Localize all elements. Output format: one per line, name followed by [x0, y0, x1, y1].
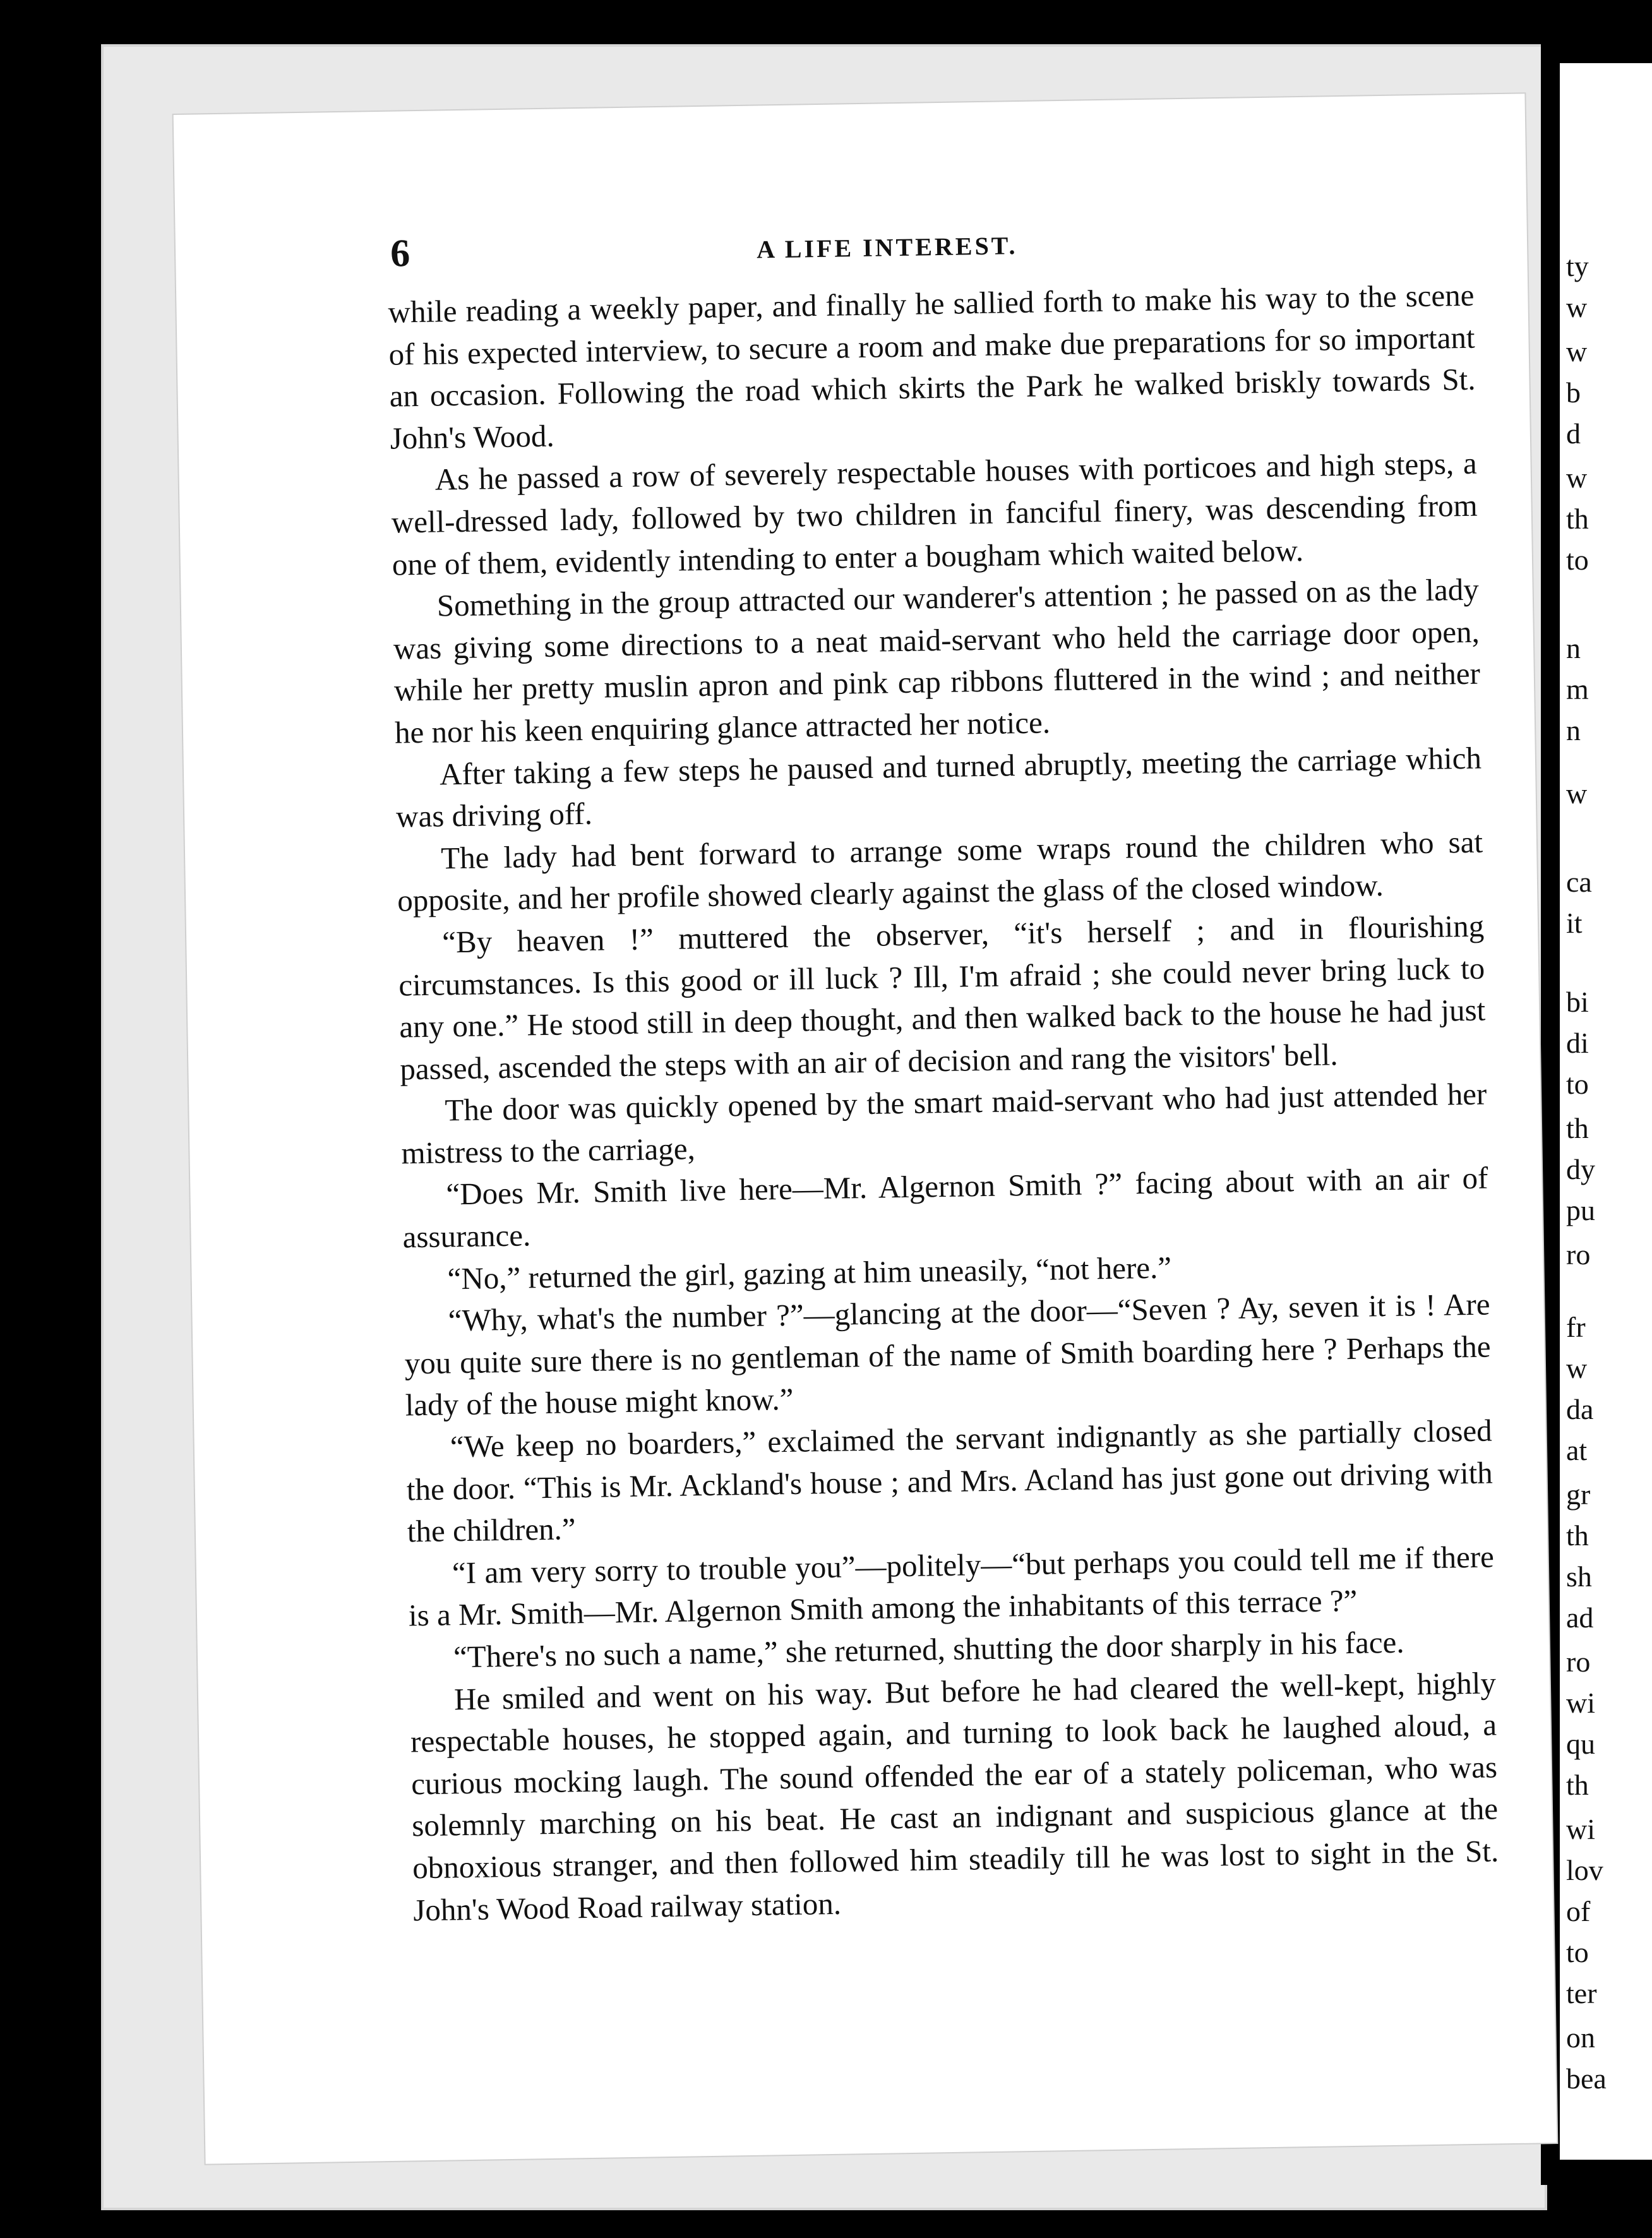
- paragraph: The lady had bent forward to arrange some wraps round the children who sat opposite, and her profile showed clearly against the glass of the closed window.: [397, 824, 1483, 918]
- next-page-fragment: ro: [1566, 1238, 1591, 1271]
- next-page-fragment: th: [1566, 1112, 1589, 1144]
- next-page-fragment: wi: [1566, 1687, 1595, 1719]
- next-page-fragment: ter: [1566, 1977, 1597, 2009]
- next-page-fragment: to: [1566, 1936, 1589, 1968]
- next-page-fragment: to: [1566, 1068, 1589, 1100]
- next-page-fragment: m: [1566, 673, 1589, 705]
- next-page-fragment: fr: [1566, 1311, 1586, 1343]
- next-page-fragment: th: [1566, 503, 1589, 535]
- next-page-fragment: qu: [1566, 1728, 1595, 1760]
- paragraph: As he passed a row of severely respectable houses with porticoes and high steps, a well-dressed lady, followed by two children in fanciful finery, was descending from one of them, evidently intending to enter a bougham which waited below.: [391, 446, 1478, 582]
- paragraph: Something in the group attracted our wanderer's attention ; he passed on as the lady was giving some directions to a neat maid-servant who held the carriage door open, while her pretty muslin apron and pink cap ribbons fluttered in the wind ; and neither he nor his keen enquiring glance attracted her notice.: [393, 571, 1481, 750]
- next-page-fragment: di: [1566, 1027, 1589, 1059]
- next-page-fragment: lov: [1566, 1854, 1603, 1886]
- next-page-fragment: dy: [1566, 1153, 1595, 1185]
- running-title: A LIFE INTEREST.: [756, 231, 1018, 264]
- next-page-fragment: of: [1566, 1895, 1591, 1927]
- next-page-fragment: to: [1566, 544, 1589, 576]
- next-page-fragment: w: [1566, 335, 1588, 368]
- body-text: [388, 275, 1500, 1932]
- paragraph: “No,” returned the girl, gazing at him uneasily, “not here.”: [447, 1250, 1172, 1296]
- next-page-edge: [1560, 63, 1652, 2160]
- paragraph: “We keep no boarders,” exclaimed the servant indignantly as she partially closed the door. “This is Mr. Ackland's house ; and Mrs. Acland has just gone out driving with the children.”: [406, 1413, 1493, 1549]
- paragraph: “Why, what's the number ?”—glancing at the door—“Seven ? Ay, seven it is ! Are you quite sure there is no gentleman of the name of Smith boarding here ? Perhaps the lady of the house might know.”: [404, 1286, 1491, 1423]
- next-page-fragment: th: [1566, 1519, 1589, 1552]
- page-number: 6: [390, 232, 410, 275]
- next-page-fragment: d: [1566, 417, 1581, 450]
- next-page-fragment: ro: [1566, 1646, 1591, 1678]
- paragraph: “Does Mr. Smith live here—Mr. Algernon Smith ?” facing about with an air of assurance.: [402, 1160, 1488, 1255]
- next-page-fragment: on: [1566, 2021, 1595, 2054]
- next-page-fragment: n: [1566, 632, 1581, 664]
- next-page-fragment: b: [1566, 376, 1581, 409]
- paragraph: He smiled and went on his way. But before he had cleared the well-kept, highly respectable houses, he stopped again, and turning to look back he laughed aloud, a curious mocking laugh. The sound offended the ear of a stately policeman, who was solemnly marching on his beat. He cast an indignant and suspicious glance at the obnoxious stranger, and then followed him steadily till he was lost to sight in the St. John's Wood Road railway station.: [410, 1665, 1499, 1927]
- next-page-fragment: da: [1566, 1393, 1594, 1425]
- paragraph: “There's no such a name,” she returned, shutting the door sharply in his face.: [453, 1624, 1404, 1675]
- paragraph: while reading a weekly paper, and finally he sallied forth to make his way to the scene of his expected interview, to secure a room and make due preparations for so important an occasion. Following the road which skirts the Park he walked briskly towards St. John's Wood.: [388, 277, 1476, 456]
- next-page-fragment: wi: [1566, 1813, 1595, 1845]
- next-page-fragment: w: [1566, 1352, 1588, 1384]
- paragraph: “By heaven !” muttered the observer, “it's herself ; and in flourishing circumstances. Is this good or ill luck ? Ill, I'm afraid ; she could never bring luck to any one.” He stood still in deep thought, and then walked back to the house he had just passed, ascended the steps with an air of decision and rang the visitors' bell.: [398, 908, 1486, 1087]
- next-page-fragment: ty: [1566, 250, 1589, 282]
- next-page-fragment: th: [1566, 1769, 1589, 1801]
- next-page-fragment: at: [1566, 1434, 1588, 1466]
- next-page-fragment: sh: [1566, 1560, 1592, 1593]
- next-page-fragment: bea: [1566, 2062, 1607, 2095]
- paragraph: “I am very sorry to trouble you”—politely—“but perhaps you could tell me if there is a Mr. Smith—Mr. Algernon Smith among the inhabitants of this terrace ?”: [408, 1539, 1495, 1633]
- next-page-fragment: n: [1566, 714, 1581, 746]
- next-page-fragment: w: [1566, 777, 1588, 810]
- next-page-fragment: w: [1566, 291, 1588, 323]
- next-page-fragment: pu: [1566, 1194, 1595, 1226]
- running-head: [176, 213, 1528, 285]
- next-page-fragment: w: [1566, 462, 1588, 494]
- next-page-fragment: it: [1566, 907, 1583, 939]
- paragraph: The door was quickly opened by the smart maid-servant who had just attended her mistress to the carriage,: [401, 1076, 1487, 1171]
- next-page-fragment: ad: [1566, 1601, 1594, 1634]
- next-page-fragment: ca: [1566, 866, 1592, 898]
- paragraph: After taking a few steps he paused and turned abruptly, meeting the carriage which was driving off.: [395, 740, 1482, 834]
- next-page-fragment: bi: [1566, 986, 1589, 1018]
- book-page: [174, 93, 1557, 2163]
- next-page-fragment: gr: [1566, 1478, 1591, 1511]
